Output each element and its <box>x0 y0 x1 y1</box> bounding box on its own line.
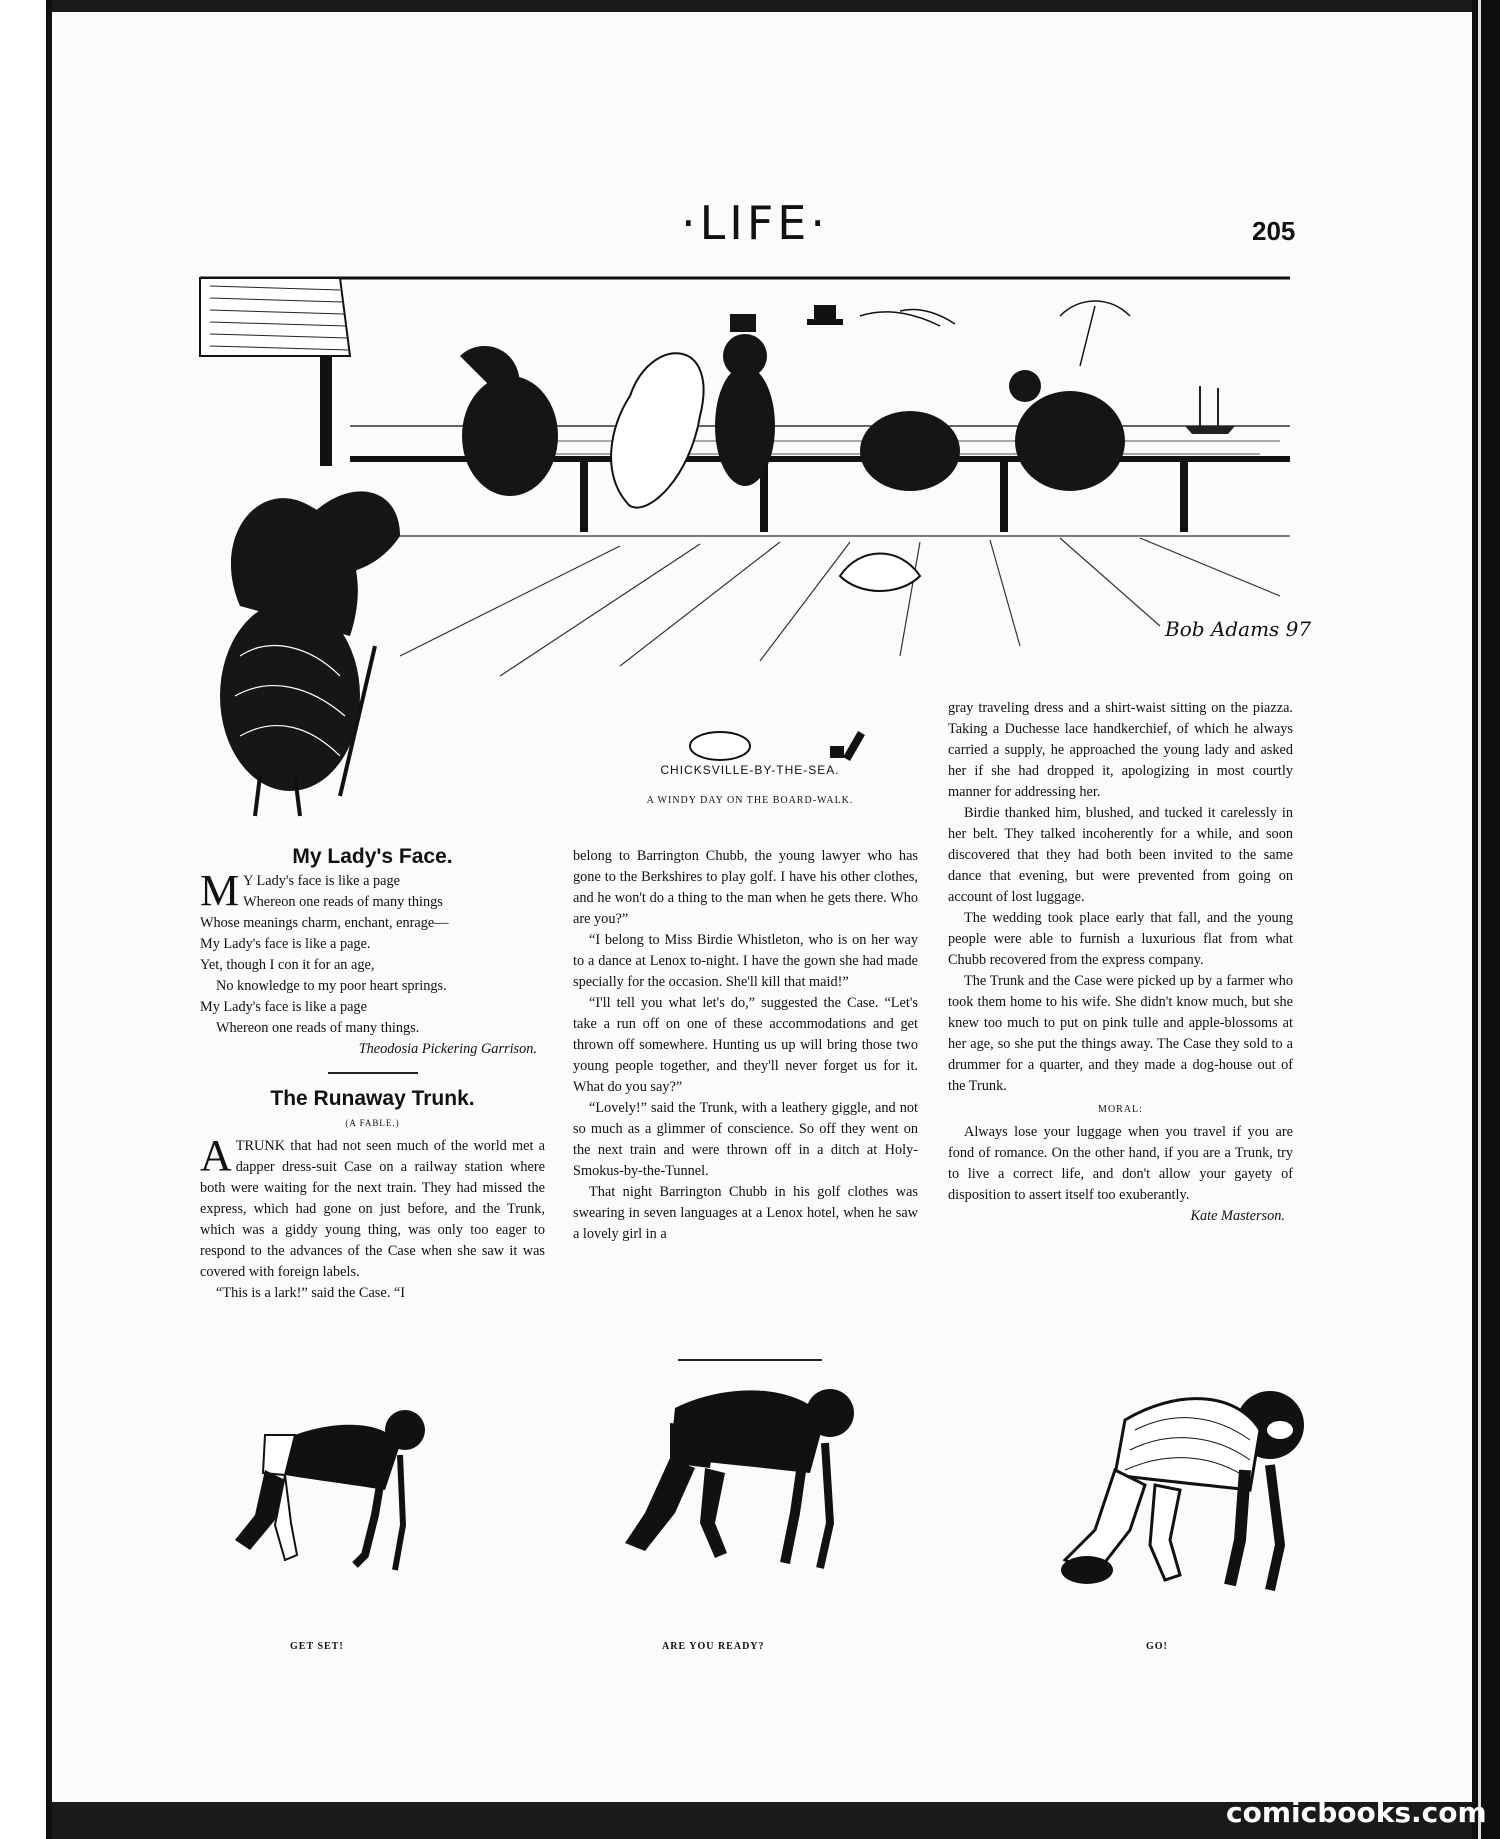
moral-text: Always lose your luggage when you travel if you are fond of romance. On the other hand, if you are a Trunk, try to live a correct life, and don't allow your gayety of disposition to assert itself too exuberantly. <box>948 1124 1293 1203</box>
story-paragraph: “Lovely!” said the Trunk, with a leathery giggle, and not so much as a glimmer of conscience. So off they went on the next train and were thrown off in a ditch at Holy-Smokus-by-the-Tunnel. <box>573 1100 918 1179</box>
poem-body <box>200 866 545 1060</box>
column-right <box>948 698 1293 1227</box>
poem-line: Y Lady's face is like a page <box>243 873 400 889</box>
poem-line: Whose meanings charm, enchant, enrage— <box>200 915 449 931</box>
figure-caption-are-you-ready: ARE YOU READY? <box>662 1641 765 1652</box>
page-binding <box>0 0 52 1839</box>
poem-line: My Lady's face is like a page <box>200 999 367 1015</box>
story-paragraph: ATRUNK that had not seen much of the world met a dapper dress-suit Case on a railway station where both were waiting for the next train. They had missed the express, which had gone on just before, and the Trunk, which was a giddy young thing, was only too eager to respond to the advances of the Case when she saw it was covered with foreign labels. <box>200 1131 545 1280</box>
ape-figure-go <box>1055 1370 1325 1600</box>
story-paragraph: “I'll tell you what let's do,” suggested the Case. “Let's take a run off on one of these accommodations and get thrown off somewhere. Hunting us up will bring those two young people together, and they'll never forget us for it. What do you say?” <box>573 995 918 1095</box>
section-divider <box>328 1072 418 1074</box>
poem-title: My Lady's Face. <box>292 845 453 868</box>
story-paragraph: The wedding took place early that fall, and the young people were able to furnish a luxurious flat from what Chubb recovered from the express company. <box>948 910 1293 968</box>
illustration-caption-title: CHICKSVILLE-BY-THE-SEA. <box>660 763 840 777</box>
story-paragraph: “This is a lark!” said the Case. “I <box>216 1285 405 1301</box>
figure-caption-go: GO! <box>1146 1641 1168 1652</box>
figure-caption-get-set: GET SET! <box>290 1641 344 1652</box>
masthead: ·LIFE· <box>681 196 829 250</box>
column-left <box>200 846 545 1304</box>
story-title: The Runaway Trunk. <box>270 1087 475 1110</box>
poem-line: Whereon one reads of many things <box>243 894 443 910</box>
story-paragraph: “I belong to Miss Birdie Whistleton, who is on her way to a dance at Lenox to-night. I have the gown she had made specially for the occasion. She'll kill that maid!” <box>573 932 918 990</box>
moral-label: MORAL: <box>1098 1104 1143 1115</box>
poem-author: Theodosia Pickering Garrison. <box>358 1041 537 1057</box>
story-dropcap: A <box>200 1131 232 1180</box>
poem-line: Yet, though I con it for an age, <box>200 957 375 973</box>
story-author: Kate Masterson. <box>1190 1208 1285 1224</box>
poem-line: No knowledge to my poor heart springs. <box>216 978 447 994</box>
illustration-caption-subtitle: A WINDY DAY ON THE BOARD-WALK. <box>646 795 854 806</box>
page-number: 205 <box>1252 216 1296 246</box>
story-paragraph: gray traveling dress and a shirt-waist sitting on the piazza. Taking a Duchesse lace handkerchief, of which he always carried a supply, he approached the young lady and asked her if she had dropped it, apologizing in most courtly manner for addressing her. <box>948 700 1293 800</box>
sprinter-figure-get-set <box>225 1395 465 1585</box>
story-subtitle: (A FABLE.) <box>345 1118 400 1128</box>
site-watermark: comicbooks.com <box>1226 1796 1487 1829</box>
story-paragraph: That night Barrington Chubb in his golf clothes was swearing in seven languages at a Lenox hotel, when he saw a lovely girl in a <box>573 1184 918 1242</box>
story-paragraph: belong to Barrington Chubb, the young lawyer who has gone to the Berkshires to play golf. I have his other clothes, and he won't do a thing to the man when he gets there. Who are you?” <box>573 848 918 927</box>
column-middle <box>573 846 918 1245</box>
poem-line: My Lady's face is like a page. <box>200 936 371 952</box>
story-paragraph: Birdie thanked him, blushed, and tucked it carelessly in her belt. They talked incoherently for a while, and soon discovered that they had both been invited to the same dance that evening, but were prevented from going on account of lost luggage. <box>948 805 1293 905</box>
section-divider <box>678 1359 822 1361</box>
poem-dropcap: M <box>200 866 240 915</box>
svg-text:Bob Adams 97: Bob Adams 97 <box>1165 617 1312 641</box>
page-edge <box>1472 0 1500 1839</box>
poem-line: Whereon one reads of many things. <box>216 1020 420 1036</box>
story-paragraph: The Trunk and the Case were picked up by a farmer who took them home to his wife. She didn't know much, but she knew too much to put on pink tulle and apple-blossoms at her age, so she put the things away. The Case they sold to a drummer for a quarter, and they made a dog-house out of the Trunk. <box>948 973 1293 1094</box>
sprinter-figure-are-you-ready <box>615 1373 875 1573</box>
